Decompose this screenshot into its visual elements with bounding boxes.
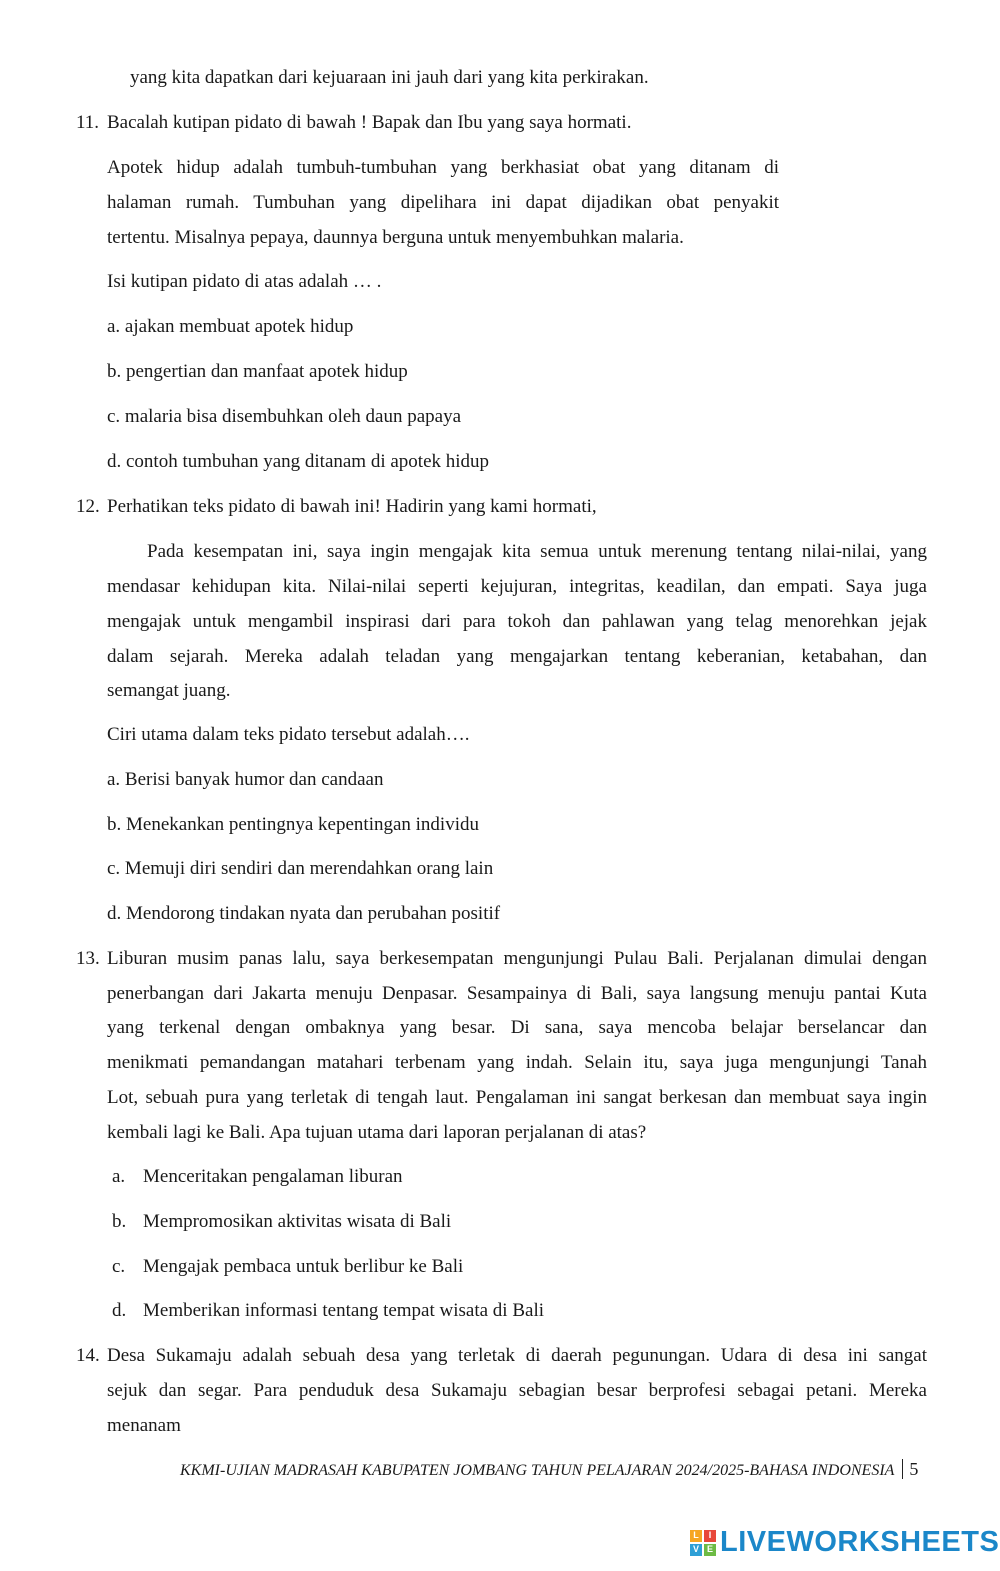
q14-passage-line: Desa Sukamaju adalah sebuah desa yang terletak di daerah pegunungan. Udara di desa ini sangat	[107, 1345, 927, 1366]
q12-passage-line: semangat juang.	[107, 680, 231, 701]
q12-passage-line: Pada kesempatan ini, saya ingin mengajak kita semua untuk merenung tentang nilai-nilai, yang	[147, 541, 927, 562]
q11-passage-line: halaman rumah. Tumbuhan yang dipelihara ini dapat dijadikan obat penyakit	[107, 192, 779, 213]
q13-passage-line: kembali lagi ke Bali. Apa tujuan utama dari laporan perjalanan di atas?	[107, 1122, 647, 1143]
q13-passage-line: menikmati pemandangan matahari terbenam yang indah. Selain itu, saya juga mengunjungi Tanah	[107, 1052, 927, 1073]
q13-passage-line: Lot, sebuah pura yang terletak di tengah laut. Pengalaman ini sangat berkesan dan membuat saya ingin	[107, 1087, 927, 1108]
page-footer	[180, 1458, 918, 1482]
q13-passage-line: yang terkenal dengan ombaknya yang besar. Di sana, saya mencoba belajar berselancar dan	[107, 1017, 927, 1038]
logo-tile: V	[690, 1544, 702, 1556]
q11-passage-line: tertentu. Misalnya pepaya, daunnya berguna untuk menyembuhkan malaria.	[107, 227, 684, 248]
q11-number: 11.	[76, 112, 100, 133]
q13-passage-line: penerbangan dari Jakarta menuju Denpasar. Sesampainya di Bali, saya langsung menuju pantai Kuta	[107, 983, 927, 1004]
page-number: 5	[909, 1459, 919, 1479]
q11-option-a[interactable]: a. ajakan membuat apotek hidup	[107, 316, 354, 337]
q13-option-c-letter: c.	[112, 1256, 126, 1277]
q11-option-b[interactable]: b. pengertian dan manfaat apotek hidup	[107, 361, 408, 382]
q12-prompt: Perhatikan teks pidato di bawah ini! Hadirin yang kami hormati,	[107, 496, 597, 517]
q11-option-d[interactable]: d. contoh tumbuhan yang ditanam di apotek hidup	[107, 451, 490, 472]
q11-passage-line: Apotek hidup adalah tumbuh-tumbuhan yang berkhasiat obat yang ditanam di	[107, 157, 779, 178]
q13-option-b-letter: b.	[112, 1211, 127, 1232]
q13-option-c[interactable]: Mengajak pembaca untuk berlibur ke Bali	[143, 1256, 464, 1277]
footer-text: KKMI-UJIAN MADRASAH KABUPATEN JOMBANG TAHUN PELAJARAN 2024/2025-BAHASA INDONESIA	[180, 1462, 895, 1479]
q13-passage-line: Liburan musim panas lalu, saya berkesempatan mengunjungi Pulau Bali. Perjalanan dimulai dengan	[107, 948, 927, 969]
q13-option-a[interactable]: Menceritakan pengalaman liburan	[143, 1166, 403, 1187]
footer-divider	[902, 1459, 903, 1479]
q14-passage-line: menanam	[107, 1415, 181, 1436]
q13-option-d[interactable]: Memberikan informasi tentang tempat wisata di Bali	[143, 1300, 545, 1321]
intro-line: yang kita dapatkan dari kejuaraan ini jauh dari yang kita perkirakan.	[130, 67, 649, 88]
q11-option-c[interactable]: c. malaria bisa disembuhkan oleh daun papaya	[107, 406, 462, 427]
logo-tile: E	[704, 1544, 716, 1556]
q12-passage-line: dalam sejarah. Mereka adalah teladan yang mengajarkan tentang keberanian, ketabahan, dan	[107, 646, 927, 667]
q11-question: Isi kutipan pidato di atas adalah … .	[107, 271, 382, 292]
logo-tile: I	[704, 1530, 716, 1542]
q12-option-c[interactable]: c. Memuji diri sendiri dan merendahkan orang lain	[107, 858, 494, 879]
liveworksheets-brand	[690, 1526, 999, 1559]
q13-option-a-letter: a.	[112, 1166, 126, 1187]
q12-passage-line: mendasar kehidupan kita. Nilai-nilai seperti kejujuran, integritas, keadilan, dan empati. Saya juga	[107, 576, 927, 597]
q13-number: 13.	[76, 948, 100, 969]
q12-passage-line: mengajak untuk mengambil inspirasi dari para tokoh dan pahlawan yang telag menorehkan jejak	[107, 611, 927, 632]
brand-name: LIVEWORKSHEETS	[720, 1526, 1000, 1558]
q13-option-d-letter: d.	[112, 1300, 127, 1321]
q12-question: Ciri utama dalam teks pidato tersebut adalah….	[107, 724, 470, 745]
logo-tile: L	[690, 1530, 702, 1542]
q12-option-b[interactable]: b. Menekankan pentingnya kepentingan individu	[107, 814, 479, 835]
liveworksheets-logo-icon	[690, 1530, 716, 1556]
q11-prompt: Bacalah kutipan pidato di bawah ! Bapak dan Ibu yang saya hormati.	[107, 112, 632, 133]
q12-option-d[interactable]: d. Mendorong tindakan nyata dan perubahan positif	[107, 903, 501, 924]
q12-option-a[interactable]: a. Berisi banyak humor dan candaan	[107, 769, 384, 790]
q14-passage-line: sejuk dan segar. Para penduduk desa Sukamaju sebagian besar berprofesi sebagai petani. Mereka	[107, 1380, 927, 1401]
q13-option-b[interactable]: Mempromosikan aktivitas wisata di Bali	[143, 1211, 452, 1232]
q14-number: 14.	[76, 1345, 100, 1366]
q12-number: 12.	[76, 496, 100, 517]
